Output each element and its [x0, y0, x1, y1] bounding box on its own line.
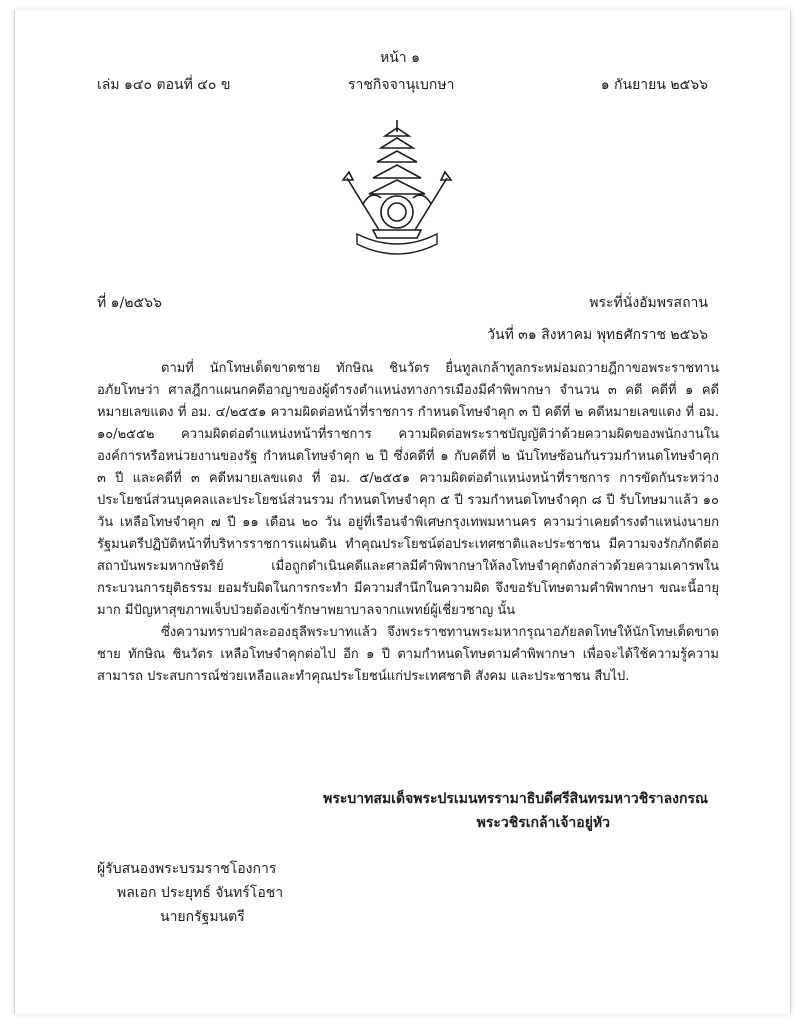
publication-date: ๑ กันยายน ๒๕๖๖: [600, 77, 708, 93]
royal-emblem-icon: [337, 118, 457, 258]
volume-issue: เล่ม ๑๔๐ ตอนที่ ๔๐ ข: [97, 77, 231, 93]
body-paragraph: ตามที่ นักโทษเด็ดขาดชาย ทักษิณ ชินวัตร ยื่นทูลเกล้าทูลกระหม่อมถวายฎีกาขอพระราชทานอภัยโทษว่า ศาลฎีกาแผนกคดีอาญาของผู้ดำรงตำแหน่งทางการเมืองมีคำพิพากษา จำนวน ๓ คดี คดีที่ ๑ คดีหมายเลขแดง ที่ อม. ๔/๒๕๕๑ ความผิดต่อหน้าที่ราชการ กำหนดโทษจำคุก ๓ ปี คดีที่ ๒ คดีหมายเลขแดง ที่ อม. ๑๐/๒๕๕๒ ความผิดต่อตำแหน่งหน้าที่ราชการ ความผิดต่อพระราชบัญญัติว่าด้วยความผิดของพนักงานในองค์การหรือหน่วยงานของรัฐ กำหนดโทษจำคุก ๒ ปี ซึ่งคดีที่ ๑ กับคดีที่ ๒ นับโทษซ้อนกันรวมกำหนดโทษจำคุก ๓ ปี และคดีที่ ๓ คดีหมายเลขแดง ที่ อม. ๕/๒๕๕๑ ความผิดต่อตำแหน่งหน้าที่ราชการ การขัดกันระหว่างประโยชน์ส่วนบุคคลและประโยชน์ส่วนรวม กำหนดโทษจำคุก ๕ ปี รวมกำหนดโทษจำคุก ๘ ปี รับโทษมาแล้ว ๑๐ วัน เหลือโทษจำคุก ๗ ปี ๑๑ เดือน ๒๐ วัน อยู่ที่เรือนจำพิเศษกรุงเทพมหานคร ความว่าเคยดำรงตำแหน่งนายกรัฐมนตรีปฏิบัติหน้าที่บริหารราชการแผ่นดิน ทำคุณประโยชน์ต่อประเทศชาติและประชาชน มีความจงรักภักดีต่อสถาบันพระมหากษัตริย์ เมื่อถูกดำเนินคดีและศาลมีคำพิพากษาให้ลงโทษจำคุกดังกล่าวด้วยความเคารพในกระบวนการยุติธรรม ยอมรับผิดในการกระทำ มีความสำนึกในความผิด จึงขอรับโทษตามคำพิพากษา ขณะนี้อายุมาก มีปัญหาสุขภาพเจ็บป่วยต้องเข้ารักษาพยาบาลจากแพทย์ผู้เชี่ยวชาญ นั้น: [97, 361, 719, 618]
document-number: ที่ ๑/๒๕๖๖: [97, 295, 162, 311]
royal-signature-title: พระวชิรเกล้าเจ้าอยู่หัว: [476, 815, 610, 831]
document-date: วันที่ ๓๑ สิงหาคม พุทธศักราช ๒๕๖๖: [487, 327, 708, 343]
document-body: [97, 358, 719, 688]
page-number: หน้า ๑: [380, 50, 420, 66]
countersign-label: ผู้รับสนองพระบรมราชโองการ: [97, 861, 277, 877]
royal-signature-name: พระบาทสมเด็จพระปรเมนทรรามาธิบดีศรีสินทรมหาวชิราลงกรณ: [323, 791, 708, 807]
countersign-position: นายกรัฐมนตรี: [160, 909, 245, 925]
document-place: พระที่นั่งอัมพรสถาน: [589, 295, 708, 311]
publication-name: ราชกิจจานุเบกษา: [348, 77, 455, 93]
gazette-page: [14, 10, 791, 1014]
countersign-name: พลเอก ประยุทธ์ จันทร์โอชา: [117, 885, 284, 901]
body-paragraph: ซึ่งความทราบฝ่าละอองธุลีพระบาทแล้ว จึงพระราชทานพระมหากรุณาอภัยลดโทษให้นักโทษเด็ดขาดชาย ทักษิณ ชินวัตร เหลือโทษจำคุกต่อไป อีก ๑ ปี ตามกำหนดโทษตามคำพิพากษา เพื่อจะได้ใช้ความรู้ความสามารถ ประสบการณ์ช่วยเหลือและทำคุณประโยชน์แก่ประเทศชาติ สังคม และประชาชน สืบไป.: [97, 625, 719, 684]
